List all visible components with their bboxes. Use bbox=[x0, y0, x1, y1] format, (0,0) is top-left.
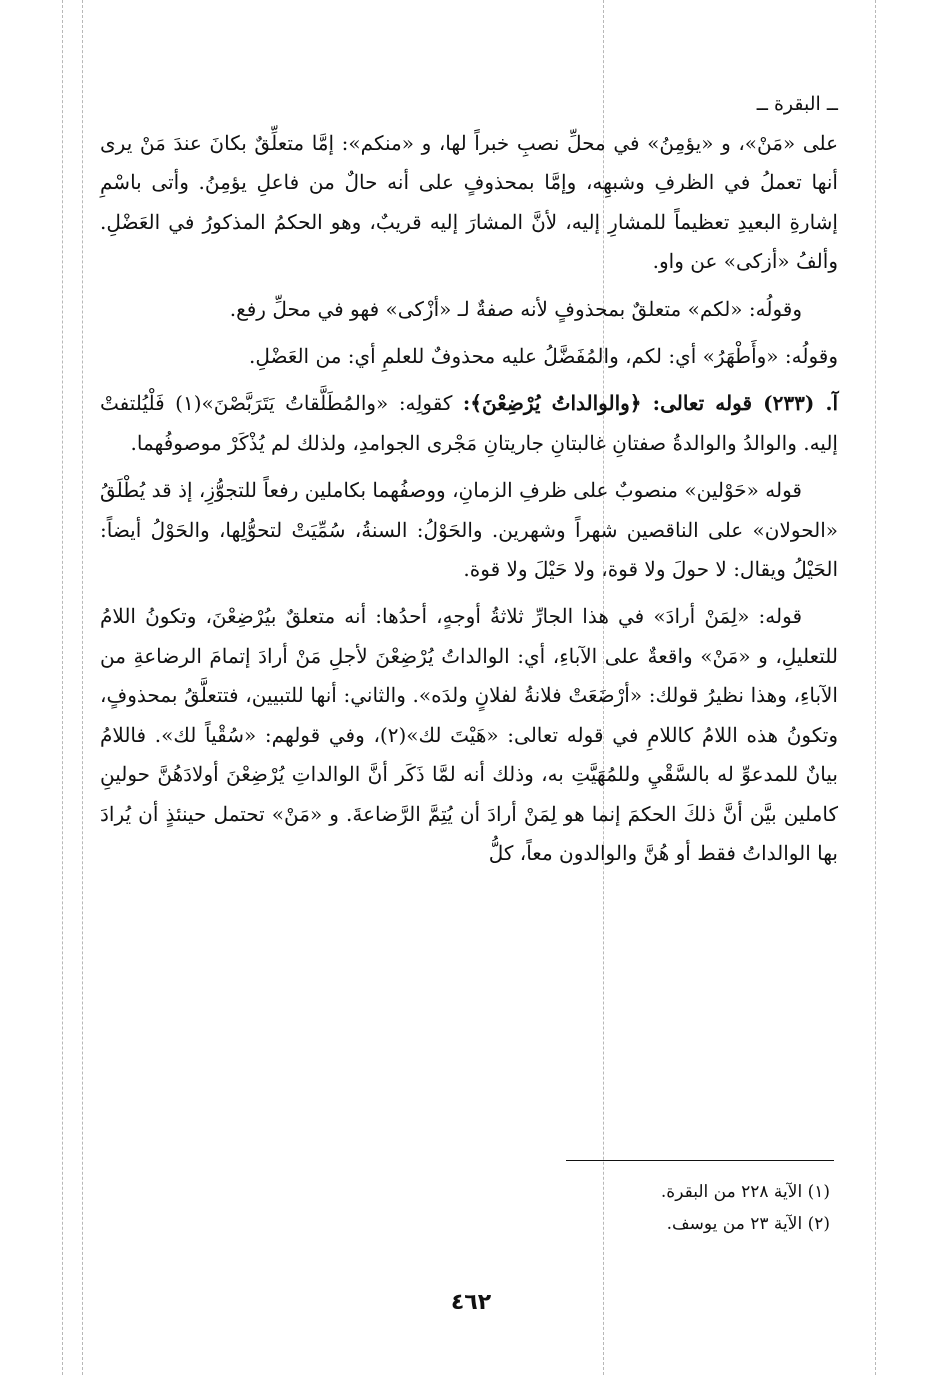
page-number: ٤٦٢ bbox=[450, 1290, 492, 1315]
footnotes bbox=[560, 1176, 830, 1240]
paragraph-6: قوله: «لِمَنْ أرادَ» في هذا الجارِّ ثلاثةُ أوجهٍ، أحدُها: أنه متعلقٌ بيُرْضِعْنَ، وتكونُ اللامُ للتعليلِ، و «مَنْ» واقعةٌ على الآباءِ، أي: الوالداتُ يُرْضِعْنَ لأجلِ مَنْ أرادَ إتمامَ الرضاعةِ من الآباءِ، وهذا نظيرُ قولك: «أرْضَعَتْ فلانةُ لفلانٍ ولدَه». والثاني: أنها للتبيين، فتتعلَّقُ بمحذوفٍ، وتكونُ هذه اللامُ كاللامِ في قوله تعالى: «هَيْتَ لك»(٢)، وفي قولهم: «سُقْياً لك». فاللامُ بيانٌ للمدعوِّ له بالسَّقْيِ وللمُهَيَّتِ به، وذلك أنه لمَّا ذَكَر أنَّ الوالداتِ يُرْضِعْنَ أولادَهُنَّ حولينِ كاملين بيَّن أنَّ ذلكَ الحكمَ إنما هو لِمَنْ أرادَ أن يُتِمَّ الرَّضاعةَ. و «مَنْ» تحتمل حينئذٍ أن يُرادَ بها الوالداتُ فقط أو هُنَّ والوالدون معاً، كلُّ bbox=[100, 604, 839, 865]
paragraph-4-text: كقولِه: «والمُطَلَّقاتُ يَتَرَبَّصْنَ»(١) فَلْيُلتفتْ إليه. والوالدُ والوالدةُ صفتانِ غالبتانِ جاريتانِ مَجْرى الجوامدِ، ولذلك لم يُذْكَرْ موصوفُهما. bbox=[100, 391, 838, 455]
footnote-1: (١) الآية ٢٢٨ من البقرة. bbox=[660, 1182, 830, 1202]
paragraph-5: قوله «حَوْلين» منصوبٌ على ظرفِ الزمانِ، ووصفُهما بكاملين رفعاً للتجوُّزِ، إذ قد يُطْلَقُ «الحولان» على الناقصين شهراً وشهرين. والحَوْلُ: السنةُ، سُمِّيَتْ لتحوُّلِها، والحَوْلُ أيضاً: الحَيْلُ ويقال: لا حولَ ولا قوة، ولا حَيْلَ ولا قوة. bbox=[100, 478, 838, 582]
footnote-separator bbox=[566, 1160, 834, 1161]
margin-guide-left-2 bbox=[82, 0, 83, 1375]
running-header: ــ البقرة ــ bbox=[756, 93, 838, 115]
paragraph-2: وقولُه: «لكم» متعلقٌ بمحذوفٍ لأنه صفةٌ لـ «أزْكى» فهو في محلِّ رفع. bbox=[229, 296, 802, 321]
paragraph-3: وقولُه: «وأَطْهَرُ» أي: لكم، والمُفَضَّلُ عليه محذوفٌ للعلمِ أي: من العَضْلِ. bbox=[248, 344, 838, 369]
page-body bbox=[100, 92, 838, 881]
footnote-2: (٢) الآية ٢٣ من يوسف. bbox=[666, 1214, 830, 1234]
margin-guide-left bbox=[62, 0, 63, 1375]
paragraph-4 bbox=[100, 384, 838, 463]
margin-guide-right-2 bbox=[875, 0, 876, 1375]
verse-heading: آ. (٢٣٣) قوله تعالى: ﴿والوالداتُ يُرْضِعْنَ﴾: bbox=[462, 391, 838, 416]
paragraph-1: على «مَنْ»، و «يؤمِنُ» في محلِّ نصبِ خبراً لها، و «منكم»: إمَّا متعلِّقٌ بكانَ عندَ مَنْ يرى أنها تعملُ في الظرفِ وشبهِه، وإمَّا بمحذوفٍ على أنه حالٌ من فاعلِ يؤمِنُ. وأتى باسْمِ إشارةِ البعيدِ تعظيماً للمشارِ إليه، لأنَّ المشارَ إليه قريبٌ، وهو الحكمُ المذكورُ في العَضْلِ. وألفُ «أزكى» عن واو. bbox=[100, 131, 838, 274]
